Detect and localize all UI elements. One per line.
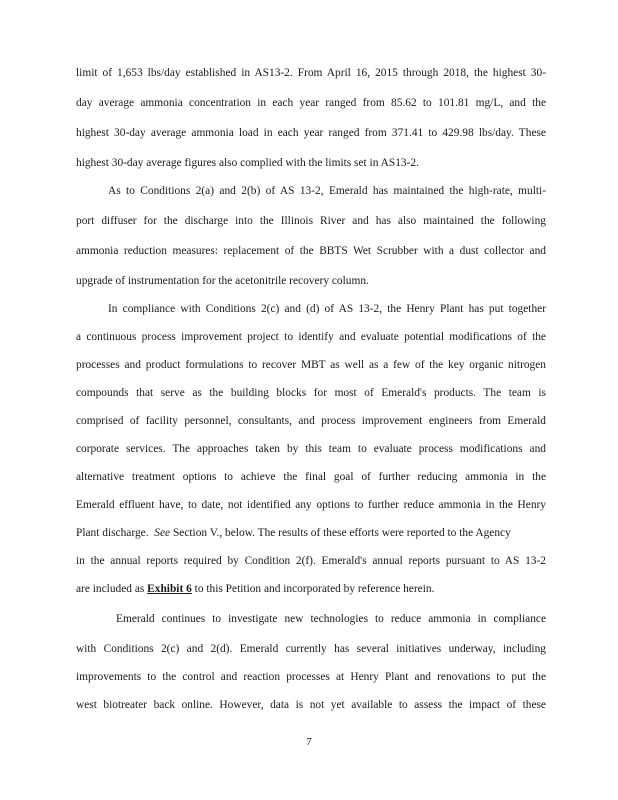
text-line: improvements to the control and reaction processes at Henry Plant and renovations to put the xyxy=(76,671,546,683)
page-number: 7 xyxy=(306,736,312,748)
text-line: Emerald effluent have, to date, not identified any options to further reduce ammonia in the Henry xyxy=(76,499,546,511)
text-line: Plant discharge. See Section V., below. The results of these efforts were reported to the Agency xyxy=(76,527,511,539)
text-line: highest 30-day average ammonia load in each year ranged from 371.41 to 429.98 lbs/day. These xyxy=(76,127,546,139)
text-line: upgrade of instrumentation for the acetonitrile recovery column. xyxy=(76,275,369,287)
text-line: west biotreater back online. However, data is not yet available to assess the impact of these xyxy=(76,699,546,711)
text-line: with Conditions 2(c) and 2(d). Emerald currently has several initiatives underway, including xyxy=(76,643,546,655)
text-line: are included as Exhibit 6 to this Petition and incorporated by reference herein. xyxy=(76,583,435,595)
exhibit-reference: Exhibit 6 xyxy=(147,583,192,595)
text-line: corporate services. The approaches taken by this team to evaluate process modifications and xyxy=(76,443,546,455)
text-line: port diffuser for the discharge into the Illinois River and has also maintained the following xyxy=(76,215,546,227)
citation-signal: See xyxy=(154,527,171,539)
paragraph-first-line: In compliance with Conditions 2(c) and (d) of AS 13-2, the Henry Plant has put together xyxy=(108,303,546,315)
text-line: highest 30-day average figures also complied with the limits set in AS13-2. xyxy=(76,157,419,169)
text-line: limit of 1,653 lbs/day established in AS13-2. From April 16, 2015 through 2018, the highest 30- xyxy=(76,67,546,79)
paragraph-first-line: Emerald continues to investigate new technologies to reduce ammonia in compliance xyxy=(116,613,546,625)
text-line: alternative treatment options to achieve the final goal of further reducing ammonia in the xyxy=(76,471,546,483)
text-line: day average ammonia concentration in each year ranged from 85.62 to 101.81 mg/L, and the xyxy=(76,97,546,109)
text-line: comprised of facility personnel, consultants, and process improvement engineers from Emerald xyxy=(76,415,546,427)
text-line: in the annual reports required by Condition 2(f). Emerald's annual reports pursuant to AS 13-2 xyxy=(76,555,546,567)
text-line: a continuous process improvement project to identify and evaluate potential modifications of the xyxy=(76,331,546,343)
text-line: processes and product formulations to recover MBT as well as a few of the key organic nitrogen xyxy=(76,359,546,371)
paragraph-first-line: As to Conditions 2(a) and 2(b) of AS 13-2, Emerald has maintained the high-rate, multi- xyxy=(108,185,546,197)
text-line: ammonia reduction measures: replacement of the BBTS Wet Scrubber with a dust collector and xyxy=(76,245,546,257)
text-line: compounds that serve as the building blocks for most of Emerald's products. The team is xyxy=(76,387,546,399)
